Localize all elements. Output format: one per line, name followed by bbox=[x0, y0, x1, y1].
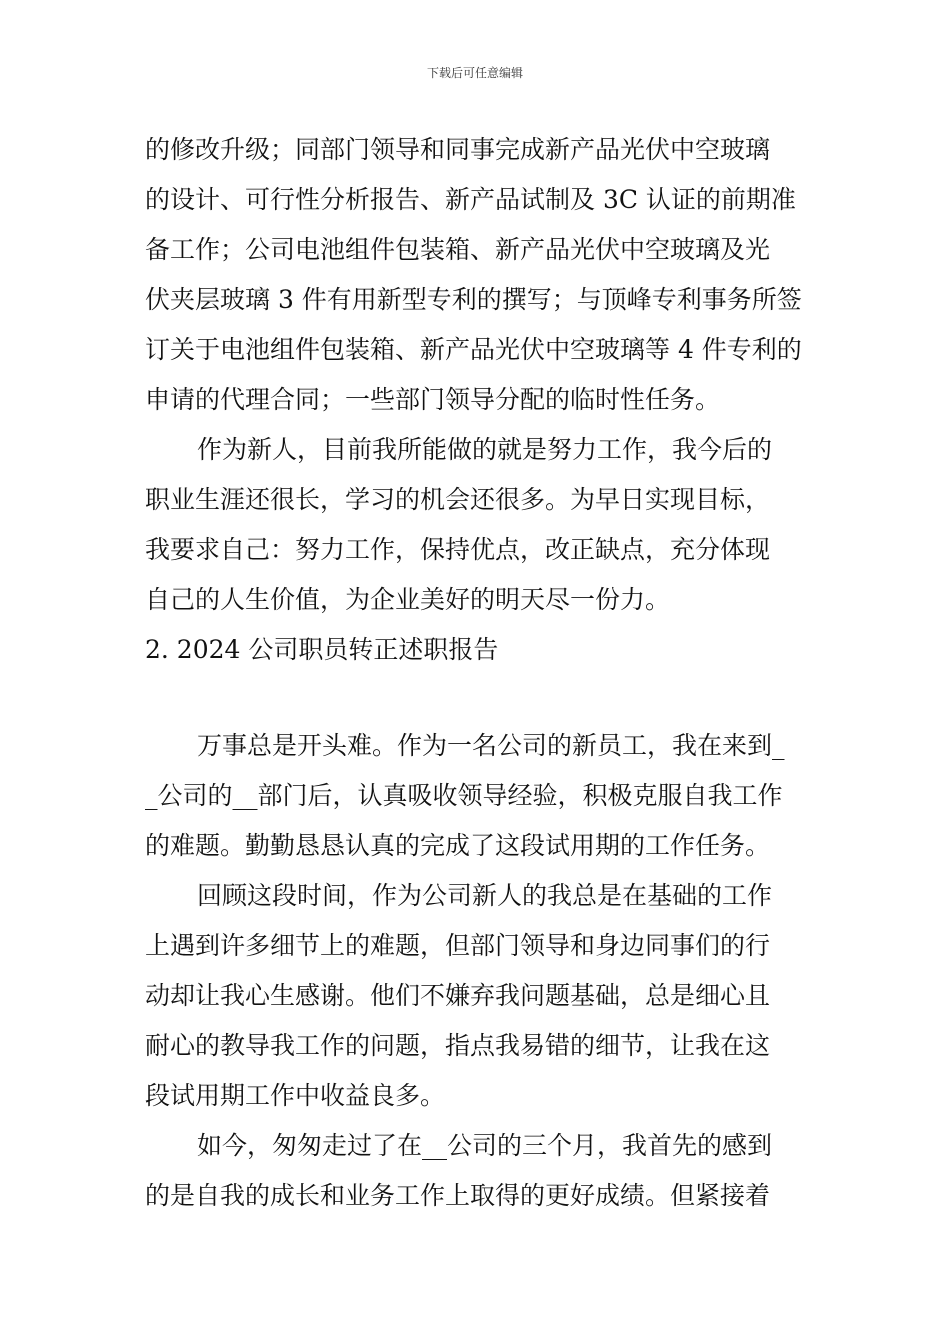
text-line: _公司的__部门后，认真吸收领导经验，积极克服自我工作 bbox=[145, 781, 783, 810]
section-title: 2. 2024 公司职员转正述职报告 bbox=[145, 635, 499, 664]
text-line: 申请的代理合同；一些部门领导分配的临时性任务。 bbox=[145, 385, 721, 414]
paragraph-three-months bbox=[145, 1121, 810, 1221]
text-line: 回顾这段时间，作为公司新人的我总是在基础的工作 bbox=[197, 881, 773, 910]
text-line: 作为新人，目前我所能做的就是努力工作，我今后的 bbox=[197, 435, 773, 464]
text-line: 段试用期工作中收益良多。 bbox=[145, 1081, 446, 1110]
text-line: 的设计、可行性分析报告、新产品试制及 3C 认证的前期准 bbox=[145, 185, 796, 214]
text-line: 自己的人生价值，为企业美好的明天尽一份力。 bbox=[145, 585, 671, 614]
text-line: 万事总是开头难。作为一名公司的新员工，我在来到_ bbox=[197, 731, 785, 760]
text-line: 耐心的教导我工作的问题，指点我易错的细节，让我在这 bbox=[145, 1031, 771, 1060]
paragraph-work-summary bbox=[145, 125, 810, 425]
text-line: 我要求自己：努力工作，保持优点，改正缺点，充分体现 bbox=[145, 535, 771, 564]
text-line: 的是自我的成长和业务工作上取得的更好成绩。但紧接着 bbox=[145, 1181, 771, 1210]
text-line: 订关于电池组件包装箱、新产品光伏中空玻璃等 4 件专利的 bbox=[145, 335, 802, 364]
paragraph-review bbox=[145, 871, 810, 1121]
text-line: 动却让我心生感谢。他们不嫌弃我问题基础，总是细心且 bbox=[145, 981, 771, 1010]
text-line: 备工作；公司电池组件包装箱、新产品光伏中空玻璃及光 bbox=[145, 235, 771, 264]
text-line: 职业生涯还很长，学习的机会还很多。为早日实现目标， bbox=[145, 485, 771, 514]
text-line: 的难题。勤勤恳恳认真的完成了这段试用期的工作任务。 bbox=[145, 831, 771, 860]
document-body bbox=[145, 125, 810, 1221]
paragraph-opening bbox=[145, 721, 810, 871]
text-line: 伏夹层玻璃 3 件有用新型专利的撰写；与顶峰专利事务所签 bbox=[145, 285, 802, 314]
paragraph-new-employee-goals bbox=[145, 425, 810, 625]
blank-spacer bbox=[145, 675, 810, 721]
text-line: 的修改升级；同部门领导和同事完成新产品光伏中空玻璃 bbox=[145, 135, 771, 164]
text-line: 上遇到许多细节上的难题，但部门领导和身边同事们的行 bbox=[145, 931, 771, 960]
page-header: 下载后可任意编辑 bbox=[426, 66, 523, 80]
text-line: 如今，匆匆走过了在__公司的三个月，我首先的感到 bbox=[197, 1131, 773, 1160]
